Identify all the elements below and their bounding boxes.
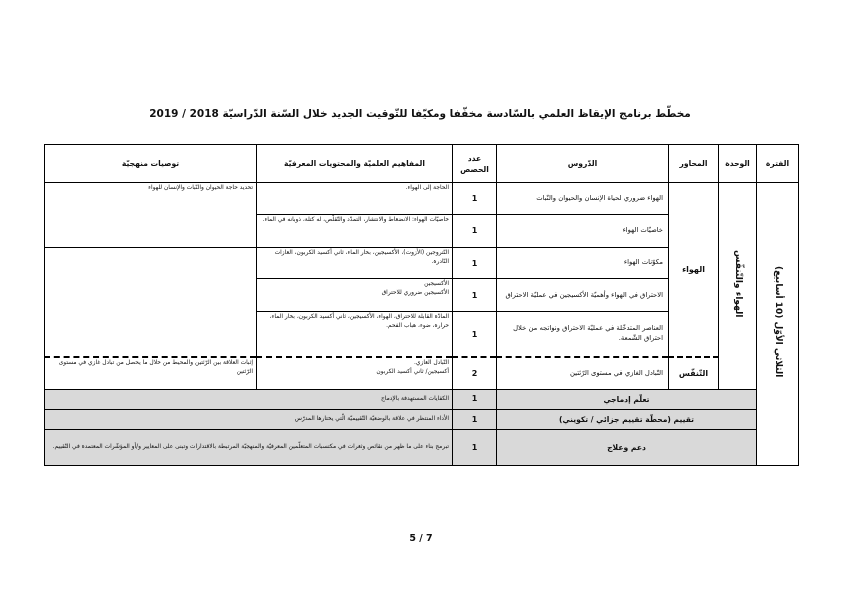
concept-cell: النّتروجين (الأزوت)، الأكسيجين، بخار الماء، ثاني أكسيد الكربون، الغازات النّادرة. (257, 248, 453, 279)
summary-label: تعلّم إدماجي (497, 389, 757, 409)
period-cell (757, 183, 799, 466)
lesson-cell: مكوّنات الهواء (497, 248, 669, 279)
concept-cell: الحاجة إلى الهواء. (257, 183, 453, 215)
lesson-cell: التّبادل الغازي في مستوى الرّئتين (497, 357, 669, 389)
sessions-cell: 1 (453, 248, 497, 279)
unit-label: الهواء والتّنفّس (733, 249, 744, 318)
header-lessons: الدّروس (497, 145, 669, 183)
axis-breathing: التّنفّس (669, 357, 719, 389)
concept-cell: الأكسيجين الأكسيجين ضروري للاحتراق (257, 279, 453, 312)
document-title: مخطّط برنامج الإيقاظ العلمي بالسّادسة مخفّفا ومكيّفا للتّوقيت الجديد خلال السّنة الدّراسيّة 2018 / 2019 (149, 108, 691, 120)
lesson-cell: العناصر المتدخّلة في عمليّة الاحتراق ونواتجه من خلال احتراق الشّمعة. (497, 312, 669, 357)
summary-description: الكفايات المستهدفة بالإدماج (45, 389, 453, 409)
recommendation-cell (45, 248, 257, 357)
lesson-cell: خاصيّات الهواء (497, 215, 669, 248)
header-period: الفترة (757, 145, 799, 183)
lesson-cell: الهواء ضروري لحياة الإنسان والحيوان والنّبات (497, 183, 669, 215)
header-unit: الوحدة (719, 145, 757, 183)
concept-cell: التّبادل الغازي. أكسيجين/ ثاني أكسيد الكربون (257, 357, 453, 389)
summary-description: الأداء المنتظر في علاقة بالوضعيّة التّقييميّة الّتي يختارها المدرّس (45, 409, 453, 429)
summary-sessions: 1 (453, 429, 497, 465)
concept-cell: المادّة القابلة للاحتراق، الهواء، الأكسيجين، ثاني أكسيد الكربون، بخار الماء، حرارة، ضوء، هباب الفحم. (257, 312, 453, 357)
header-axis: المحاور (669, 145, 719, 183)
page-number: 5 / 7 (409, 533, 433, 544)
header-sessions: عدد الحصص (453, 145, 497, 183)
summary-label: تقييم (محطّة تقييم جزائي / تكويني) (497, 409, 757, 429)
sessions-cell: 1 (453, 183, 497, 215)
curriculum-table (44, 144, 799, 466)
sessions-cell: 1 (453, 215, 497, 248)
sessions-cell: 2 (453, 357, 497, 389)
axis-air: الهواء (669, 183, 719, 358)
unit-cell (719, 183, 757, 390)
recommendation-cell: تحديد حاجة الحيوان والنّبات والإنسان للهواء (45, 183, 257, 248)
lesson-cell: الاحتراق في الهواء وأهميّة الأكسيجين في عمليّة الاحتراق (497, 279, 669, 312)
concept-cell: خاصيّات الهواء: الانضغاط والانتشار، التمدّد والتّقلّص، له كتلة، ذوبانه في الماء. (257, 215, 453, 248)
recommendation-cell: إثبات العلاقة بين الرّئتين والمحيط من خلال ما يحصل من تبادل غازي في مستوى الرّئتين (45, 357, 257, 389)
header-concepts: المفاهيم العلميّة والمحتويات المعرفيّة (257, 145, 453, 183)
summary-sessions: 1 (453, 409, 497, 429)
period-label: الثلاثي الأوّل (10 أسابيع) (773, 265, 784, 378)
summary-sessions: 1 (453, 389, 497, 409)
sessions-cell: 1 (453, 279, 497, 312)
summary-label: دعم وعلاج (497, 429, 757, 465)
header-recommendations: توصيات منهجيّة (45, 145, 257, 183)
sessions-cell: 1 (453, 312, 497, 357)
summary-description: تبرمج بناء على ما ظهر من نقائص وثغرات في مكتسبات المتعلّمين المعرفيّة والمنهجيّة المرتبطة بالاقتدارات وتبنى على المعايير و/أو المؤشّرات المعتمدة في التّقييم. (45, 429, 453, 465)
